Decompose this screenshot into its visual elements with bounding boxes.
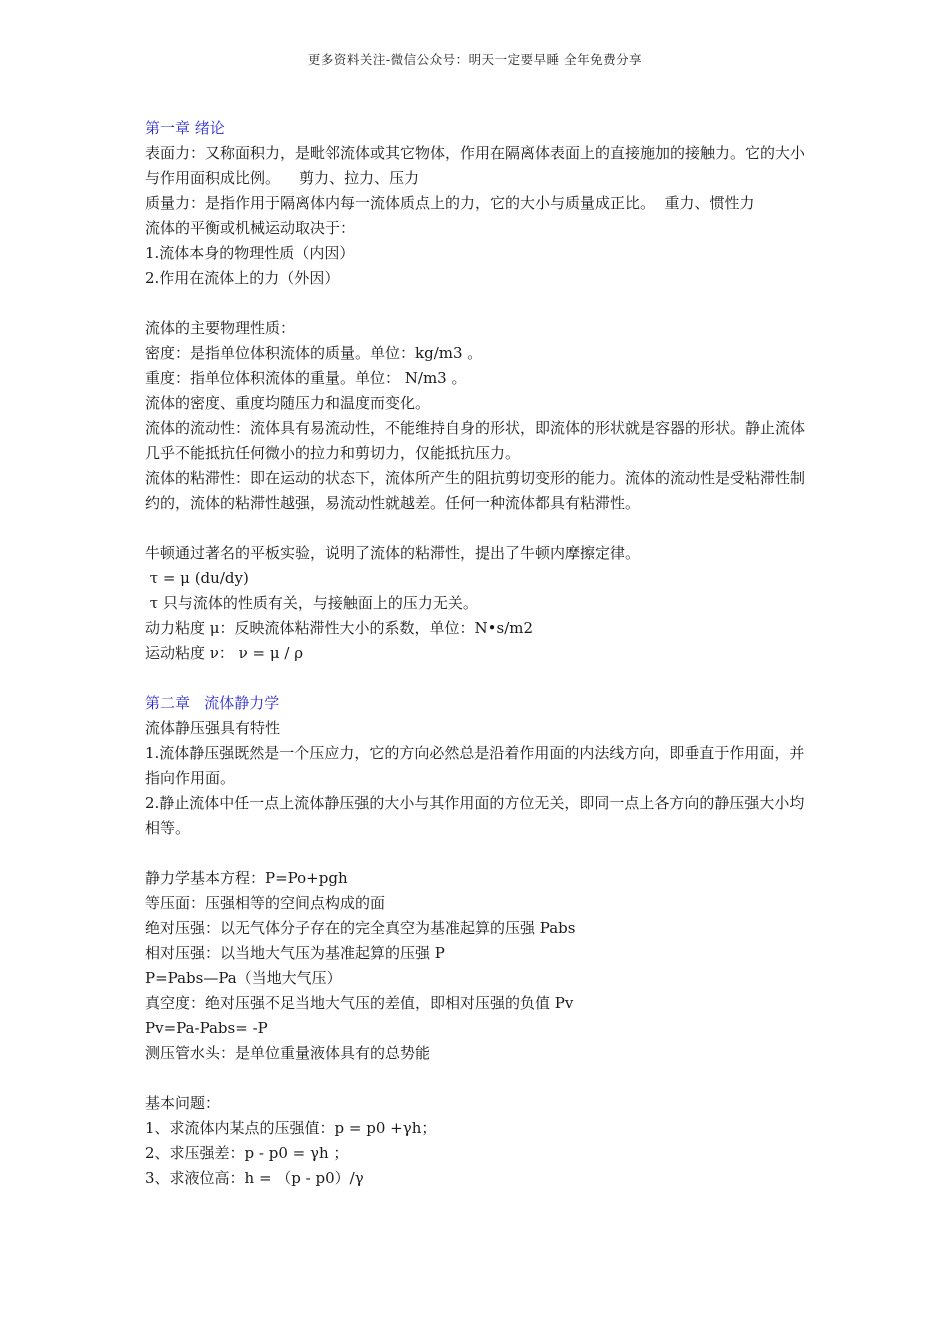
relative-pressure-line: 相对压强：以当地大气压为基准起算的压强 P (145, 944, 445, 962)
absolute-pressure-line: 绝对压强：以无气体分子存在的完全真空为基准起算的压强 Pabs (145, 919, 576, 937)
problem-1: 1、求流体内某点的压强值：p = p0 +γh； (145, 1119, 437, 1137)
dynamic-viscosity-line: 动力粘度 μ：反映流体粘滞性大小的系数，单位：N•s/m2 (145, 619, 534, 637)
spacer (145, 1066, 815, 1091)
mass-force-paragraph: 质量力：是指作用于隔离体内每一流体质点上的力，它的大小与质量成正比。 重力、惯性力 (145, 194, 755, 212)
spacer (145, 666, 815, 691)
problem-2: 2、求压强差：p - p0 = γh ； (145, 1144, 349, 1162)
density-line: 密度：是指单位体积流体的质量。单位：kg/m3 。 (145, 344, 483, 362)
spacer (145, 291, 815, 316)
density-change-line: 流体的密度、重度均随压力和温度而变化。 (145, 394, 431, 412)
fluidity-paragraph: 流体的流动性：流体具有易流动性，不能维持自身的形状，即流体的形状就是容器的形状。静止流体几乎不能抵抗任何微小的拉力和剪切力，仅能抵抗压力。 (145, 419, 806, 462)
properties-title: 流体的主要物理性质： (145, 319, 296, 337)
surface-force-paragraph: 表面力：又称面积力，是毗邻流体或其它物体，作用在隔离体表面上的直接施加的接触力。它的大小与作用面积成比例。 剪力、拉力、压力 (145, 144, 806, 187)
document-body (145, 116, 815, 1191)
spacer (145, 516, 815, 541)
isobaric-line: 等压面：压强相等的空间点构成的面 (145, 894, 386, 912)
static-pressure-item-1: 1.流体静压强既然是一个压应力，它的方向必然总是沿着作用面的内法线方向，即垂直于作用面，并指向作用面。 (145, 744, 805, 787)
tau-formula: τ = μ (du/dy) (145, 569, 249, 587)
tau-note: τ 只与流体的性质有关，与接触面上的压力无关。 (145, 594, 478, 612)
basic-problems-title: 基本问题： (145, 1094, 221, 1112)
depends-item-1: 1.流体本身的物理性质（内因） (145, 244, 355, 262)
viscosity-paragraph: 流体的粘滞性：即在运动的状态下，流体所产生的阻抗剪切变形的能力。流体的流动性是受粘滞性制约的，流体的粘滞性越强，易流动性就越差。任何一种流体都具有粘滞性。 (145, 469, 806, 512)
basic-equation-line: 静力学基本方程：P=Po+pgh (145, 869, 348, 887)
chapter-1-title: 第一章 绪论 (145, 119, 225, 137)
chapter-2-title: 第二章 流体静力学 (145, 694, 280, 712)
kinematic-viscosity-line: 运动粘度 ν： ν = μ / ρ (145, 644, 304, 662)
newton-line: 牛顿通过著名的平板实验，说明了流体的粘滞性，提出了牛顿内摩擦定律。 (145, 544, 641, 562)
static-pressure-item-2: 2.静止流体中任一点上流体静压强的大小与其作用面的方位无关，即同一点上各方向的静压强大小均相等。 (145, 794, 805, 837)
problem-3: 3、求液位高：h = （p - p0）/γ (145, 1169, 364, 1187)
vacuum-line: 真空度：绝对压强不足当地大气压的差值，即相对压强的负值 Pv (145, 994, 574, 1012)
weight-density-line: 重度：指单位体积流体的重量。单位： N/m3 。 (145, 369, 467, 387)
static-pressure-title: 流体静压强具有特性 (145, 719, 281, 737)
vacuum-formula-line: Pv=Pa-Pabs= -P (145, 1019, 268, 1037)
page-header: 更多资料关注-微信公众号：明天一定要早睡 全年免费分享 (307, 52, 643, 67)
spacer (145, 841, 815, 866)
pressure-relation-line: P=Pabs—Pa（当地大气压） (145, 969, 342, 987)
depends-on-line: 流体的平衡或机械运动取决于： (145, 219, 356, 237)
piezometric-line: 测压管水头：是单位重量液体具有的总势能 (145, 1044, 431, 1062)
depends-item-2: 2.作用在流体上的力（外因） (145, 269, 340, 287)
